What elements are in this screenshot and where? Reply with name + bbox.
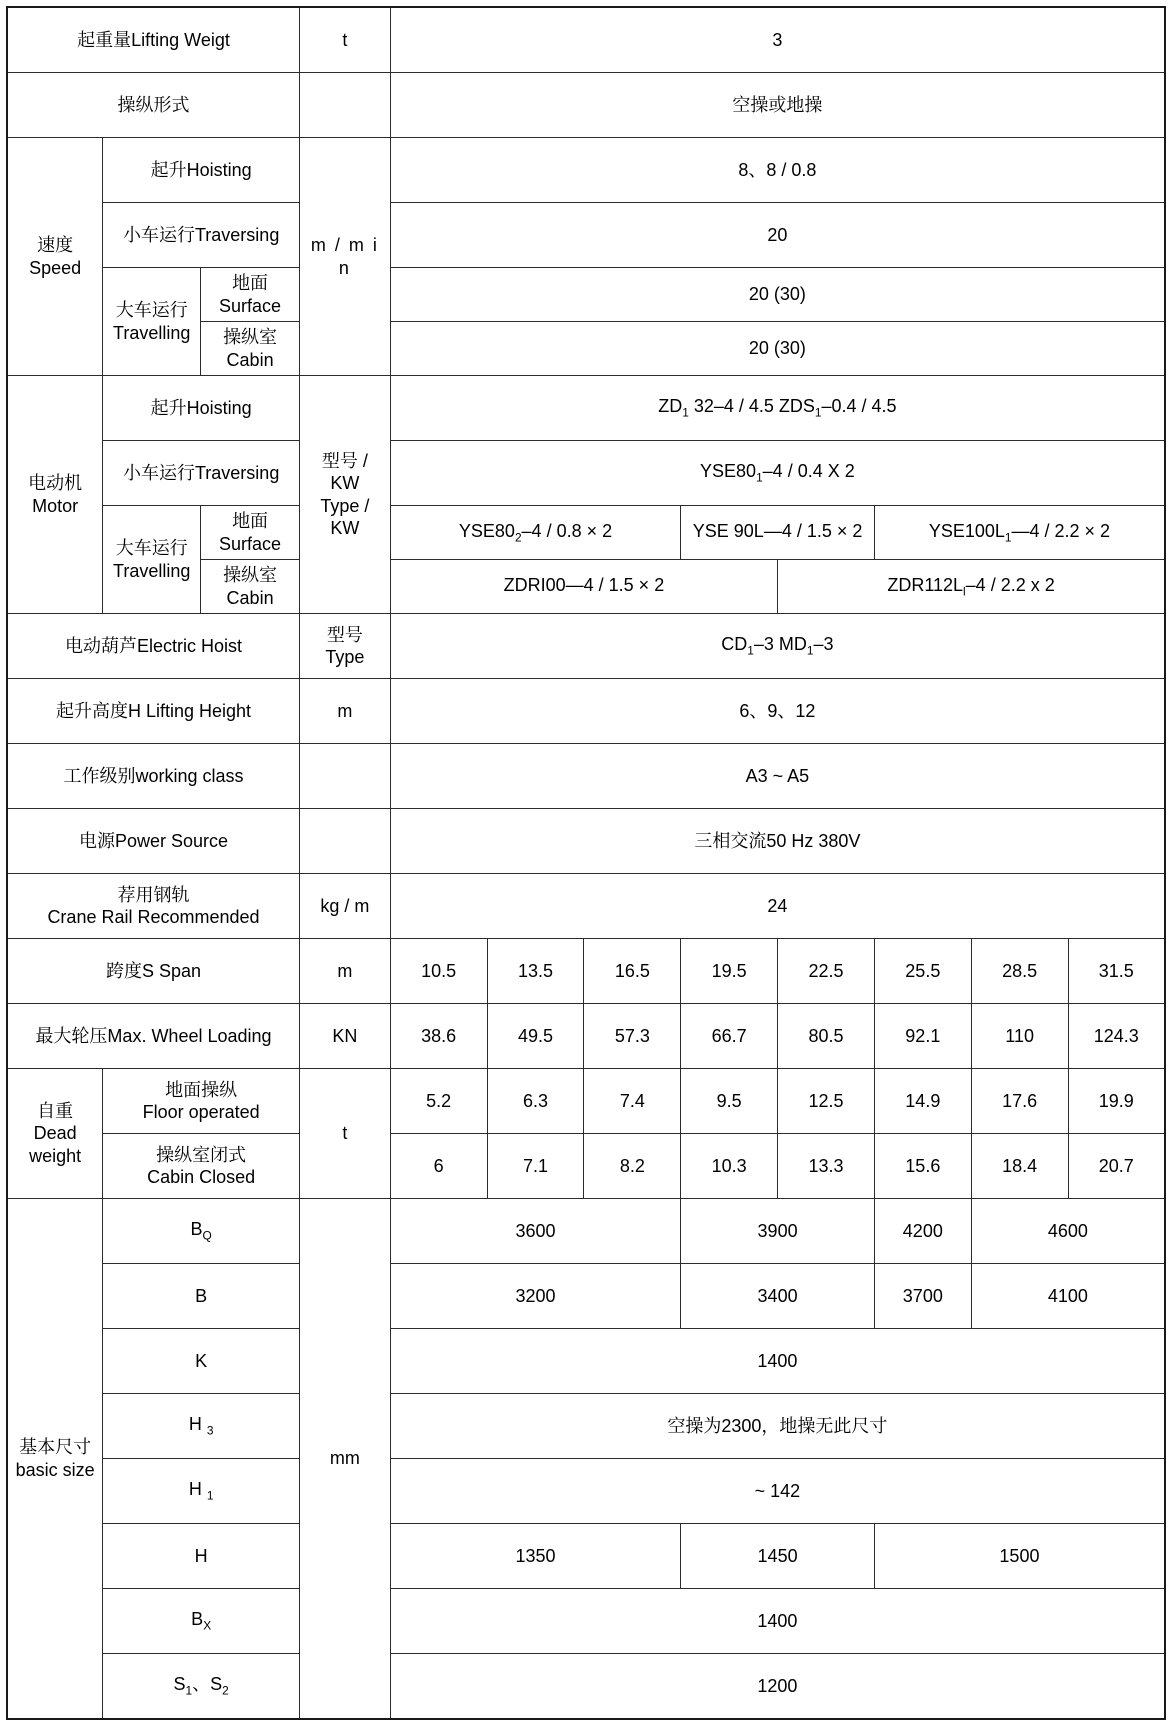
- label-speed-en: Speed: [29, 257, 82, 278]
- row-basic-size-bq: [7, 1199, 1165, 1264]
- dim-bq-pre: B: [190, 1219, 203, 1240]
- value-lifting-height: 6、9、12: [390, 679, 1165, 744]
- value-cabin-3: 8.2: [584, 1134, 681, 1199]
- value-electric-hoist: [390, 614, 1165, 679]
- value-span-6: 25.5: [874, 939, 971, 1004]
- label-motor-hoisting: 起升Hoisting: [103, 376, 300, 441]
- value-s: 1200: [390, 1654, 1165, 1720]
- label-working-class: 工作级别working class: [7, 744, 299, 809]
- dim-s-pre: S: [173, 1674, 186, 1695]
- label-motor-cabin: [201, 560, 300, 614]
- label-motor-cabin-cn: 操纵室: [223, 565, 278, 585]
- motor-hoisting-b-rest: –0.4 / 4.5: [821, 396, 897, 417]
- label-dead-weight-group: [7, 1069, 103, 1199]
- value-span-8: 31.5: [1068, 939, 1165, 1004]
- label-cabin-closed-en: Cabin Closed: [147, 1167, 256, 1187]
- value-k: 1400: [390, 1329, 1165, 1394]
- value-motor-surface-2: [681, 506, 875, 560]
- value-h3: 空操为2300，地操无此尺寸: [390, 1394, 1165, 1459]
- unit-electric-hoist-line1: 型号: [326, 624, 363, 645]
- label-lifting-height: 起升高度H Lifting Height: [7, 679, 299, 744]
- motor-hoisting-a-rest: 32–4 / 4.5: [688, 396, 779, 417]
- label-crane-rail-cn: 荐用钢轨: [117, 884, 190, 905]
- label-floor-operated-en: Floor operated: [142, 1102, 260, 1122]
- row-lifting-weight: [7, 7, 1165, 73]
- value-wheel-3: 57.3: [584, 1004, 681, 1069]
- value-working-class: A3 ~ A5: [390, 744, 1165, 809]
- row-basic-size-bx: [7, 1589, 1165, 1654]
- label-speed-hoisting: 起升Hoisting: [103, 138, 300, 203]
- label-floor-operated-cn: 地面操纵: [165, 1079, 238, 1100]
- row-basic-size-h3: [7, 1394, 1165, 1459]
- label-lifting-weight: 起重量Lifting Weigt: [7, 7, 299, 73]
- label-motor-surface-cn: 地面: [232, 511, 269, 531]
- value-motor-surface-3: [874, 506, 1165, 560]
- unit-basic-size: mm: [299, 1199, 390, 1720]
- motor-hoisting-a: ZD: [658, 396, 683, 417]
- row-electric-hoist: [7, 614, 1165, 679]
- label-motor-travelling-cn: 大车运行: [115, 538, 188, 558]
- hoist-post: –3: [813, 634, 834, 655]
- value-speed-hoisting: 8、8 / 0.8: [390, 138, 1165, 203]
- label-motor-en: Motor: [32, 495, 79, 516]
- motor-cabin-2-post: –4 / 2.2 x 2: [965, 574, 1055, 595]
- label-basic-size-cn: 基本尺寸: [19, 1437, 92, 1457]
- value-crane-rail: 24: [390, 874, 1165, 939]
- motor-traversing-pre: YSE80: [700, 461, 757, 482]
- motor-surface-1-pre: YSE80: [458, 520, 515, 541]
- label-dim-b: B: [103, 1264, 300, 1329]
- crane-specification-table: [6, 6, 1166, 1720]
- dim-s-sub: 1: [185, 1683, 193, 1698]
- row-motor-travelling-surface: [7, 506, 1165, 560]
- motor-surface-3-pre: YSE100L: [928, 520, 1005, 541]
- dim-bq-sub: Q: [202, 1228, 212, 1243]
- unit-lifting-weight: t: [299, 7, 390, 73]
- value-wheel-2: 49.5: [487, 1004, 584, 1069]
- label-dim-h1: [103, 1459, 300, 1524]
- row-basic-size-h1: [7, 1459, 1165, 1524]
- label-wheel-loading: 最大轮压Max. Wheel Loading: [7, 1004, 299, 1069]
- label-power-source: 电源Power Source: [7, 809, 299, 874]
- label-motor-surface: [201, 506, 300, 560]
- label-speed-travelling-cn: 大车运行: [115, 300, 188, 320]
- label-cabin-closed-cn: 操纵室闭式: [156, 1144, 247, 1165]
- label-speed-travelling: [103, 268, 201, 376]
- value-cabin-4: 10.3: [681, 1134, 778, 1199]
- value-span-5: 22.5: [778, 939, 875, 1004]
- value-cabin-8: 20.7: [1068, 1134, 1165, 1199]
- row-power-source: [7, 809, 1165, 874]
- value-span-1: 10.5: [390, 939, 487, 1004]
- row-speed-hoisting: [7, 138, 1165, 203]
- unit-motor-line3: Type /: [320, 495, 370, 516]
- label-electric-hoist: 电动葫芦Electric Hoist: [7, 614, 299, 679]
- value-b-2: 3400: [681, 1264, 875, 1329]
- label-dim-h: H: [103, 1524, 300, 1589]
- motor-surface-3-post: —4 / 2.2 × 2: [1011, 520, 1111, 541]
- motor-surface-3-sub: 1: [1004, 530, 1012, 545]
- row-span: [7, 939, 1165, 1004]
- label-dead-weight-cn: 自重: [37, 1100, 74, 1121]
- label-motor-travelling-en: Travelling: [113, 560, 191, 581]
- label-motor-cn: 电动机: [28, 473, 83, 493]
- value-cabin-2: 7.1: [487, 1134, 584, 1199]
- value-wheel-5: 80.5: [778, 1004, 875, 1069]
- value-floor-4: 9.5: [681, 1069, 778, 1134]
- unit-motor-line1: 型号 /: [321, 450, 368, 471]
- label-dim-bq: [103, 1199, 300, 1264]
- motor-hoisting-b-sub: 1: [814, 405, 822, 420]
- value-motor-surface-1: [390, 506, 680, 560]
- value-motor-traversing: [390, 441, 1165, 506]
- dim-h1-pre: H: [188, 1479, 207, 1500]
- value-floor-2: 6.3: [487, 1069, 584, 1134]
- value-wheel-8: 124.3: [1068, 1004, 1165, 1069]
- value-floor-8: 19.9: [1068, 1069, 1165, 1134]
- value-floor-5: 12.5: [778, 1069, 875, 1134]
- row-dead-weight-cabin: [7, 1134, 1165, 1199]
- motor-traversing-sub: 1: [756, 470, 763, 485]
- value-b-1: 3200: [390, 1264, 680, 1329]
- dim-s-sub2: 2: [222, 1683, 229, 1698]
- unit-motor-line4: KW: [330, 518, 360, 538]
- unit-motor-line2: KW: [330, 473, 360, 493]
- row-basic-size-k: [7, 1329, 1165, 1394]
- row-speed-travelling-surface: [7, 268, 1165, 322]
- row-crane-rail: [7, 874, 1165, 939]
- value-h1: ~ 142: [390, 1459, 1165, 1524]
- motor-cabin-1-pre: ZDRI00—4 / 1.5 × 2: [503, 574, 665, 595]
- label-span: 跨度S Span: [7, 939, 299, 1004]
- value-cabin-7: 18.4: [971, 1134, 1068, 1199]
- value-speed-traversing: 20: [390, 203, 1165, 268]
- value-motor-hoisting: [390, 376, 1165, 441]
- value-bq-3: 4200: [874, 1199, 971, 1264]
- value-h-2: 1450: [681, 1524, 875, 1589]
- unit-wheel-loading: KN: [299, 1004, 390, 1069]
- row-speed-traversing: [7, 203, 1165, 268]
- dim-h3-sub: 3: [206, 1423, 214, 1438]
- motor-surface-2-pre: YSE 90L—4 / 1.5 × 2: [692, 520, 863, 541]
- value-cabin-6: 15.6: [874, 1134, 971, 1199]
- unit-working-class: [299, 744, 390, 809]
- label-speed-traversing: 小车运行Traversing: [103, 203, 300, 268]
- value-floor-1: 5.2: [390, 1069, 487, 1134]
- unit-electric-hoist: [299, 614, 390, 679]
- hoist-mid: –3 MD: [753, 634, 807, 655]
- value-floor-3: 7.4: [584, 1069, 681, 1134]
- unit-dead-weight: t: [299, 1069, 390, 1199]
- value-span-7: 28.5: [971, 939, 1068, 1004]
- row-basic-size-b: [7, 1264, 1165, 1329]
- row-working-class: [7, 744, 1165, 809]
- value-span-2: 13.5: [487, 939, 584, 1004]
- value-cabin-1: 6: [390, 1134, 487, 1199]
- row-motor-traversing: [7, 441, 1165, 506]
- unit-crane-rail: kg / m: [299, 874, 390, 939]
- motor-cabin-2-sub: l: [963, 584, 966, 599]
- row-basic-size-h: [7, 1524, 1165, 1589]
- dim-bx-sub: X: [203, 1618, 212, 1633]
- unit-span: m: [299, 939, 390, 1004]
- label-dim-h3: [103, 1394, 300, 1459]
- value-wheel-7: 110: [971, 1004, 1068, 1069]
- label-speed-cabin-cn: 操纵室: [223, 327, 278, 347]
- value-wheel-4: 66.7: [681, 1004, 778, 1069]
- label-crane-rail-en: Crane Rail Recommended: [47, 907, 260, 927]
- value-span-3: 16.5: [584, 939, 681, 1004]
- value-motor-cabin-2: [778, 560, 1165, 614]
- value-speed-surface: 20 (30): [390, 268, 1165, 322]
- label-basic-size-en: basic size: [15, 1459, 95, 1480]
- value-control-type: 空操或地操: [390, 73, 1165, 138]
- value-floor-6: 14.9: [874, 1069, 971, 1134]
- value-b-3: 3700: [874, 1264, 971, 1329]
- row-basic-size-s: [7, 1654, 1165, 1720]
- label-cabin-closed: [103, 1134, 300, 1199]
- row-control-type: [7, 73, 1165, 138]
- label-speed-surface-cn: 地面: [232, 273, 269, 293]
- label-dim-bx: [103, 1589, 300, 1654]
- label-crane-rail: [7, 874, 299, 939]
- label-speed-cabin: [201, 322, 300, 376]
- value-speed-cabin: 20 (30): [390, 322, 1165, 376]
- unit-motor: [299, 376, 390, 614]
- value-bq-1: 3600: [390, 1199, 680, 1264]
- unit-electric-hoist-line2: Type: [325, 647, 365, 667]
- label-motor-travelling: [103, 506, 201, 614]
- unit-power-source: [299, 809, 390, 874]
- value-lifting-weight: 3: [390, 7, 1165, 73]
- value-floor-7: 17.6: [971, 1069, 1068, 1134]
- label-speed-cabin-en: Cabin: [226, 349, 274, 370]
- hoist-sub2: 1: [806, 643, 814, 658]
- hoist-pre: CD: [721, 634, 748, 655]
- label-dead-weight-en-1: Dead: [33, 1123, 77, 1144]
- value-h-3: 1500: [874, 1524, 1165, 1589]
- value-span-4: 19.5: [681, 939, 778, 1004]
- hoist-sub: 1: [747, 643, 754, 658]
- value-bq-2: 3900: [681, 1199, 875, 1264]
- label-dim-k: K: [103, 1329, 300, 1394]
- motor-cabin-2-pre: ZDR112L: [887, 574, 964, 595]
- value-wheel-1: 38.6: [390, 1004, 487, 1069]
- row-motor-hoisting: [7, 376, 1165, 441]
- label-floor-operated: [103, 1069, 300, 1134]
- dim-bx-pre: B: [191, 1609, 204, 1630]
- label-motor-cabin-en: Cabin: [226, 587, 274, 608]
- value-h-1: 1350: [390, 1524, 680, 1589]
- label-speed-travelling-en: Travelling: [113, 322, 191, 343]
- motor-hoisting-b: ZDS: [778, 396, 815, 417]
- value-bq-4: 4600: [971, 1199, 1165, 1264]
- label-motor-traversing: 小车运行Traversing: [103, 441, 300, 506]
- label-speed-surface-en: Surface: [219, 295, 282, 316]
- dim-s-post: 、S: [192, 1674, 223, 1695]
- label-control-type: 操纵形式: [7, 73, 299, 138]
- label-speed-cn: 速度: [37, 235, 74, 255]
- label-speed-group: [7, 138, 103, 376]
- motor-hoisting-a-sub: 1: [682, 405, 689, 420]
- dim-h1-sub: 1: [206, 1488, 214, 1503]
- unit-speed: m / m i n: [299, 138, 390, 376]
- label-motor-group: [7, 376, 103, 614]
- value-bx: 1400: [390, 1589, 1165, 1654]
- motor-traversing-post: –4 / 0.4 X 2: [762, 461, 855, 482]
- value-wheel-6: 92.1: [874, 1004, 971, 1069]
- value-cabin-5: 13.3: [778, 1134, 875, 1199]
- label-basic-size-group: [7, 1199, 103, 1720]
- row-wheel-loading: [7, 1004, 1165, 1069]
- label-motor-surface-en: Surface: [219, 533, 282, 554]
- motor-surface-1-post: –4 / 0.8 × 2: [521, 520, 613, 541]
- label-dead-weight-en-2: weight: [29, 1145, 82, 1166]
- motor-surface-1-sub: 2: [514, 530, 522, 545]
- value-b-4: 4100: [971, 1264, 1165, 1329]
- value-power-source: 三相交流50 Hz 380V: [390, 809, 1165, 874]
- row-dead-weight-floor: [7, 1069, 1165, 1134]
- value-motor-cabin-1: [390, 560, 777, 614]
- label-dim-s: [103, 1654, 300, 1720]
- dim-h3-pre: H: [188, 1414, 207, 1435]
- label-speed-surface: [201, 268, 300, 322]
- unit-lifting-height: m: [299, 679, 390, 744]
- row-lifting-height: [7, 679, 1165, 744]
- unit-control-type: [299, 73, 390, 138]
